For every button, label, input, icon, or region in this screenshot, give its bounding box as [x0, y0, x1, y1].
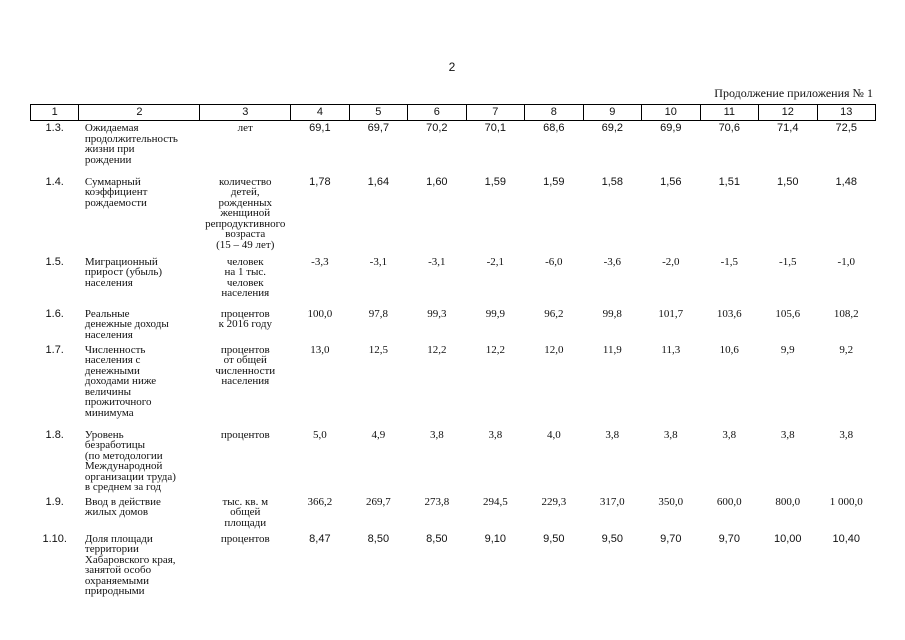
unit-line: лет	[237, 122, 253, 134]
table-row	[31, 495, 876, 532]
value-cell: 13,0	[310, 343, 330, 356]
indicator-name-line: рождении	[84, 153, 132, 166]
indicator-name	[79, 428, 200, 495]
indicator-name-line: денежные доходы	[84, 318, 169, 331]
value-cell: 108,2	[833, 307, 859, 320]
value-cell: -6,0	[545, 255, 563, 268]
value-cell: 9,2	[839, 343, 854, 356]
table-row	[31, 428, 876, 495]
value-cell: 70,1	[484, 122, 507, 134]
indicator-name-line: населения	[84, 276, 133, 289]
indicator-name	[79, 175, 200, 255]
indicator-name-line: доходами ниже	[84, 375, 157, 388]
indicator-name	[79, 532, 200, 607]
indicator-name-line: прирост (убыль)	[84, 266, 163, 279]
value-cell: 12,5	[368, 343, 388, 356]
value-cell: 1,60	[426, 175, 448, 188]
indicator-name-line: Ожидаемая	[84, 122, 139, 134]
row-number: 1.5.	[45, 255, 64, 268]
indicator-name	[79, 121, 200, 175]
unit-line: (15 – 49 лет)	[216, 239, 275, 252]
unit-line: репродуктивного	[205, 217, 286, 230]
value-cell: 3,8	[488, 428, 503, 441]
table-row	[31, 255, 876, 307]
value-cell: 1 000,0	[829, 495, 863, 508]
table-row	[31, 532, 876, 607]
value-cell: 800,0	[775, 495, 801, 508]
value-cell: 103,6	[716, 307, 742, 320]
value-cell: -1,5	[720, 255, 738, 268]
column-header: 1	[31, 105, 79, 121]
value-cell: 99,9	[485, 307, 505, 320]
indicator-name-line: Хабаровского края,	[84, 553, 176, 566]
indicator-name	[79, 495, 200, 532]
value-cell: 317,0	[599, 495, 625, 508]
value-cell: 68,6	[543, 122, 565, 134]
value-cell: -2,1	[486, 255, 505, 268]
page-number: 2	[448, 60, 456, 74]
value-cell: 9,70	[718, 532, 740, 545]
value-cell: 3,8	[780, 428, 795, 441]
value-cell: -2,0	[662, 255, 680, 268]
value-cell: 100,0	[307, 307, 333, 320]
value-cell: 8,47	[309, 532, 331, 545]
value-cell: 273,8	[424, 495, 450, 508]
indicator-name-line: величины	[84, 385, 131, 398]
indicator-name-line: жизни при	[84, 143, 135, 156]
column-header: 2	[79, 105, 200, 121]
column-header: 11	[700, 105, 758, 121]
value-cell: 1,78	[309, 175, 331, 188]
column-header: 9	[583, 105, 641, 121]
indicator-name-line: Численность	[84, 343, 146, 356]
unit-of-measure	[200, 307, 291, 343]
unit-line: процентов	[220, 532, 270, 545]
value-cell: 1,50	[777, 175, 799, 188]
row-number: 1.10.	[42, 532, 67, 545]
continuation-label: Продолжение приложения № 1	[714, 86, 873, 100]
column-header: 7	[466, 105, 524, 121]
indicator-name-line: занятой особо	[84, 564, 152, 577]
column-header: 4	[291, 105, 349, 121]
value-cell: 1,59	[484, 175, 507, 188]
table-header-row	[31, 105, 876, 121]
value-cell: 3,8	[722, 428, 737, 441]
value-cell: 101,7	[658, 307, 684, 320]
indicator-name-line: коэффициент	[84, 186, 148, 199]
indicator-name-line: Ввод в действие	[84, 495, 161, 508]
row-number: 1.6.	[45, 307, 64, 320]
value-cell: 229,3	[541, 495, 567, 508]
unit-of-measure	[200, 428, 291, 495]
value-cell: -3,6	[603, 255, 622, 268]
value-cell: 294,5	[482, 495, 508, 508]
value-cell: 11,3	[661, 343, 681, 356]
value-cell: 69,9	[660, 122, 682, 134]
indicator-name-line: организации труда)	[84, 470, 176, 483]
value-cell: 1,64	[367, 175, 390, 188]
indicator-name-line: (по методологии	[84, 449, 163, 462]
table-row	[31, 307, 876, 343]
indicator-name	[79, 255, 200, 307]
unit-line: населения	[221, 287, 270, 300]
value-cell: 3,8	[429, 428, 444, 441]
value-cell: 4,9	[371, 428, 386, 441]
value-cell: 70,2	[426, 122, 448, 134]
indicator-name	[79, 307, 200, 343]
column-header: 13	[817, 105, 876, 121]
unit-line: населения	[221, 375, 270, 388]
column-header: 12	[759, 105, 817, 121]
value-cell: 8,50	[367, 532, 390, 545]
indicator-name-line: в среднем за год	[84, 481, 162, 494]
value-cell: 10,6	[719, 343, 739, 356]
value-cell: 8,50	[426, 532, 448, 545]
indicator-name-line: населения	[84, 328, 133, 341]
value-cell: 9,9	[780, 343, 795, 356]
unit-of-measure	[200, 343, 291, 428]
table-row	[31, 175, 876, 255]
unit-of-measure	[200, 532, 291, 607]
unit-line: процентов	[220, 307, 270, 320]
value-cell: 3,8	[839, 428, 854, 441]
value-cell: 9,50	[543, 532, 565, 545]
indicator-name	[79, 343, 200, 428]
unit-of-measure	[200, 175, 291, 255]
indicator-name-line: жилых домов	[84, 506, 149, 519]
value-cell: 69,2	[601, 122, 624, 134]
value-cell: 97,8	[368, 307, 388, 320]
row-number: 1.3.	[45, 122, 64, 134]
value-cell: 11,9	[602, 343, 622, 356]
indicator-name-line: рождаемости	[84, 196, 147, 209]
value-cell: 1,59	[543, 175, 565, 188]
column-header: 8	[525, 105, 583, 121]
value-cell: 12,2	[485, 343, 505, 356]
indicator-name-line: территории	[84, 543, 139, 556]
unit-of-measure	[200, 121, 291, 175]
unit-line: количество	[219, 175, 272, 188]
indicator-name-line: природными	[84, 585, 145, 598]
indicator-name-line: Миграционный	[84, 255, 158, 268]
value-cell: 10,00	[773, 532, 802, 545]
value-cell: 12,2	[427, 343, 447, 356]
value-cell: 3,8	[605, 428, 620, 441]
value-cell: 69,7	[367, 122, 390, 134]
value-cell: 99,3	[427, 307, 447, 320]
indicator-name-line: продолжительность	[84, 132, 178, 145]
value-cell: 366,2	[307, 495, 333, 508]
indicator-name-line: денежными	[84, 364, 140, 377]
value-cell: -1,5	[779, 255, 797, 268]
value-cell: 12,0	[544, 343, 564, 356]
unit-line: процентов	[220, 343, 270, 356]
unit-line: процентов	[220, 428, 270, 441]
row-number: 1.7.	[45, 343, 64, 356]
indicator-name-line: безработицы	[84, 439, 146, 452]
unit-line: человек	[226, 276, 264, 289]
value-cell: 5,0	[313, 428, 327, 441]
indicator-name-line: Уровень	[84, 428, 124, 441]
indicator-name-line: минимума	[84, 407, 134, 420]
value-cell: 105,6	[775, 307, 801, 320]
unit-line: численности	[215, 364, 276, 377]
value-cell: -3,3	[311, 255, 329, 268]
value-cell: 96,2	[544, 307, 564, 320]
value-cell: 1,51	[718, 175, 740, 188]
value-cell: 69,1	[309, 122, 331, 134]
indicator-name-line: Международной	[84, 460, 163, 473]
value-cell: 72,5	[835, 122, 857, 134]
value-cell: -3,1	[369, 255, 388, 268]
value-cell: -3,1	[428, 255, 446, 268]
value-cell: 1,58	[601, 175, 624, 188]
table-row	[31, 343, 876, 428]
indicator-name-line: населения с	[84, 354, 141, 367]
unit-of-measure	[200, 255, 291, 307]
unit-line: человек	[226, 255, 264, 268]
row-number: 1.8.	[45, 428, 64, 441]
unit-line: возраста	[225, 228, 266, 241]
table-row	[31, 121, 876, 175]
column-header: 6	[408, 105, 466, 121]
row-number: 1.9.	[45, 495, 64, 508]
unit-line: площади	[224, 516, 267, 529]
indicator-name-line: Доля площади	[84, 532, 153, 545]
unit-line: рожденных	[218, 196, 272, 209]
column-header: 5	[349, 105, 407, 121]
value-cell: 9,70	[660, 532, 682, 545]
value-cell: 4,0	[546, 428, 561, 441]
value-cell: 9,50	[601, 532, 624, 545]
value-cell: 71,4	[777, 122, 799, 134]
unit-line: тыс. кв. м	[222, 495, 269, 508]
indicator-name-line: Суммарный	[84, 175, 141, 188]
unit-line: от общей	[223, 354, 267, 367]
unit-line: к 2016 году	[218, 318, 272, 331]
value-cell: 3,8	[663, 428, 678, 441]
indicator-name-line: прожиточного	[84, 396, 152, 409]
unit-line: общей	[230, 506, 261, 519]
value-cell: 9,10	[484, 532, 507, 545]
value-cell: -1,0	[837, 255, 855, 268]
value-cell: 10,40	[832, 532, 861, 545]
unit-line: детей,	[230, 186, 260, 199]
value-cell: 99,8	[602, 307, 622, 320]
value-cell: 269,7	[365, 495, 391, 508]
value-cell: 600,0	[716, 495, 742, 508]
unit-line: женщиной	[220, 207, 271, 220]
table-body	[31, 121, 876, 607]
column-header: 10	[642, 105, 700, 121]
value-cell: 1,48	[835, 175, 857, 188]
indicator-name-line: охраняемыми	[84, 574, 150, 587]
column-header: 3	[200, 105, 291, 121]
value-cell: 350,0	[658, 495, 684, 508]
value-cell: 70,6	[718, 122, 740, 134]
value-cell: 1,56	[660, 175, 682, 188]
unit-of-measure	[200, 495, 291, 532]
unit-line: на 1 тыс.	[224, 266, 267, 279]
indicator-name-line: Реальные	[84, 307, 130, 320]
row-number: 1.4.	[45, 175, 64, 188]
annex-table	[30, 104, 876, 607]
